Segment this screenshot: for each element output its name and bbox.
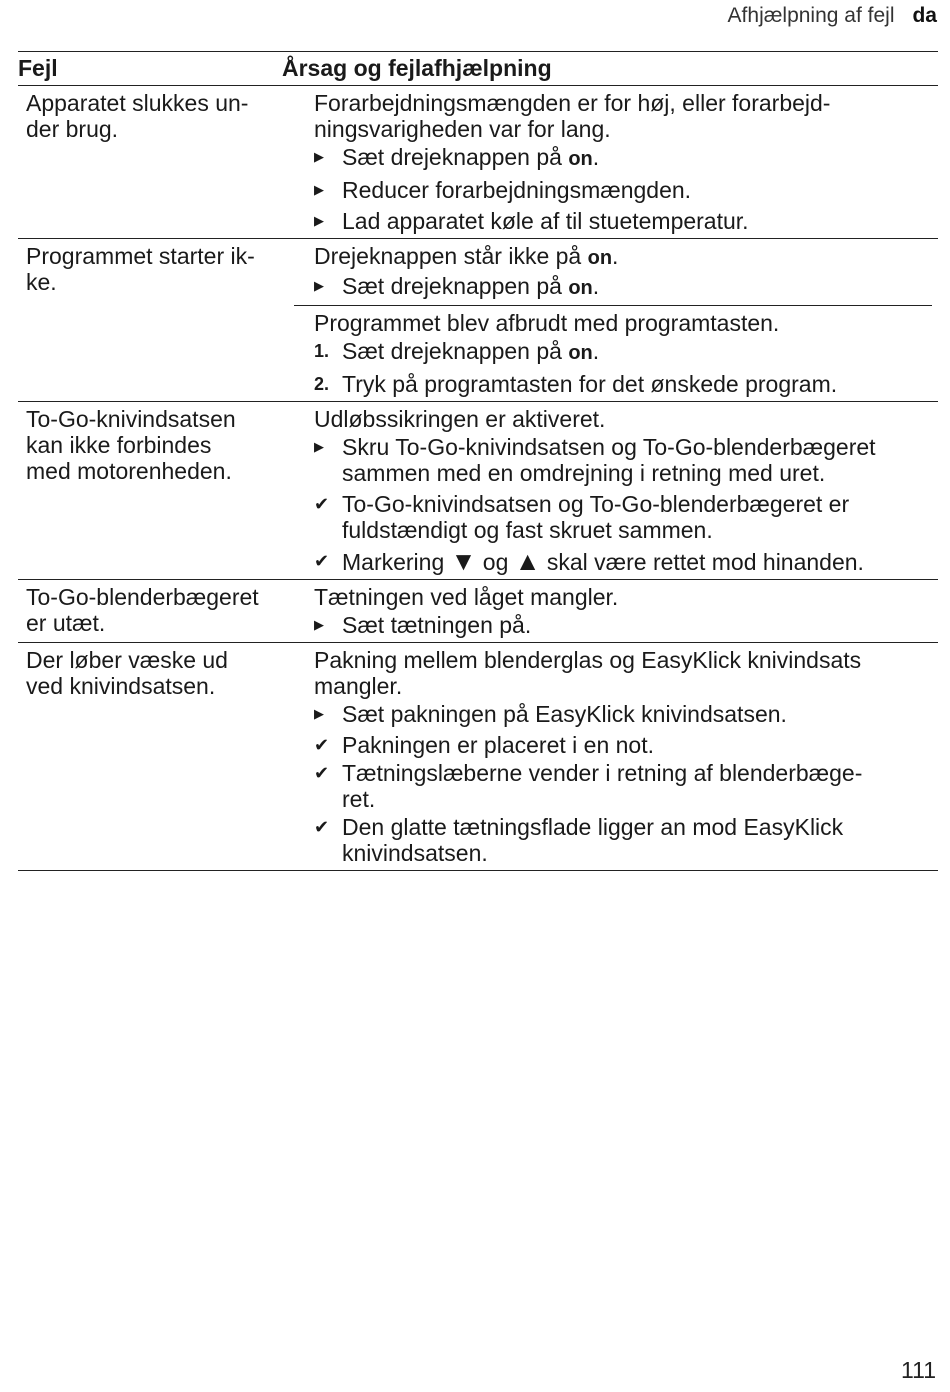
cause-block	[314, 643, 932, 870]
step-item	[314, 814, 932, 866]
step-text: Lad apparatet køle af til stuetemperatur.	[342, 208, 749, 234]
step-text: Sæt pakningen på EasyKlick knivindsatsen.	[342, 701, 787, 727]
step-text: Markering ▼ og ▲ skal være rettet mod hinanden.	[342, 546, 864, 576]
arrow-icon: ▶	[314, 213, 324, 228]
fault-cell	[18, 239, 294, 401]
check-icon: ✔	[314, 763, 330, 783]
step-text: Reducer forarbejdningsmængden.	[342, 177, 692, 203]
step-text: Tætningslæberne vender i retning af blenderbæge- ret.	[342, 760, 863, 812]
fault-line: med motorenheden.	[26, 458, 232, 484]
step-text: Tryk på programtasten for det ønskede program.	[342, 371, 838, 397]
fault-line: der brug.	[26, 116, 119, 142]
col-header-fault: Fejl	[18, 55, 58, 81]
step-item	[314, 208, 932, 234]
section-title: Afhjælpning af fejl	[727, 4, 895, 27]
arrow-icon: ▶	[314, 278, 324, 293]
cause-line: Tætningen ved låget mangler.	[314, 584, 619, 610]
step-text: Skru To-Go-knivindsatsen og To-Go-blenderbægeret sammen med en omdrejning i retning med uret.	[342, 434, 876, 486]
cause-block	[314, 86, 932, 238]
step-item	[314, 491, 932, 543]
step-item	[314, 701, 932, 727]
cause-cell	[294, 239, 938, 401]
step-item	[314, 548, 932, 575]
step-item	[314, 760, 932, 812]
arrow-icon: ▶	[314, 706, 324, 721]
fault-line: kan ikke forbindes	[26, 432, 212, 458]
cause-cell	[294, 580, 938, 642]
arrow-icon: ▶	[314, 617, 324, 632]
on-label: on	[568, 342, 593, 364]
cause-cell	[294, 402, 938, 579]
fault-line: To-Go-knivindsatsen	[26, 406, 236, 432]
cause-line: Drejeknappen står ikke på on.	[314, 243, 619, 269]
fault-line: Der løber væske ud	[26, 647, 228, 673]
fault-line: er utæt.	[26, 610, 106, 636]
triangle-down-icon: ▼	[450, 546, 477, 576]
step-text: Den glatte tætningsflade ligger an mod EasyKlick knivindsatsen.	[342, 814, 844, 866]
cause-cell	[294, 86, 938, 238]
fault-cell	[18, 580, 294, 642]
fault-line: To-Go-blenderbægeret	[26, 584, 259, 610]
table-row	[18, 579, 938, 642]
cause-line: mangler.	[314, 673, 403, 699]
fault-line: Apparatet slukkes un-	[26, 90, 249, 116]
step-item	[314, 144, 932, 172]
cause-block	[314, 580, 932, 642]
cause-block	[294, 305, 932, 401]
fault-cell	[18, 402, 294, 579]
check-icon: ✔	[314, 817, 330, 837]
arrow-icon: ▶	[314, 182, 324, 197]
page-number: 111	[901, 1357, 936, 1383]
step-text: Sæt tætningen på.	[342, 612, 532, 638]
check-icon: ✔	[314, 494, 330, 514]
step-item	[314, 338, 932, 366]
step-item	[314, 434, 932, 486]
step-number: 2.	[314, 374, 330, 394]
table-row	[18, 401, 938, 579]
step-item	[314, 273, 932, 301]
step-item	[314, 612, 932, 638]
cause-line: ningsvarigheden var for lang.	[314, 116, 611, 142]
step-number: 1.	[314, 341, 330, 361]
fault-line: Programmet starter ik-	[26, 243, 255, 269]
step-text: Sæt drejeknappen på on.	[342, 144, 600, 170]
step-text: Sæt drejeknappen på on.	[342, 338, 600, 364]
fault-cell	[18, 643, 294, 870]
cause-line: Programmet blev afbrudt med programtasten.	[314, 310, 780, 336]
check-icon: ✔	[314, 735, 330, 755]
cause-block	[314, 239, 932, 305]
cause-line: Forarbejdningsmængden er for høj, eller forarbejd-	[314, 90, 831, 116]
cause-line: Udløbssikringen er aktiveret.	[314, 406, 606, 432]
check-icon: ✔	[314, 551, 330, 571]
on-label: on	[568, 277, 593, 299]
col-header-cause: Årsag og fejlafhjælpning	[282, 55, 552, 81]
step-text: Sæt drejeknappen på on.	[342, 273, 600, 299]
table-row	[18, 642, 938, 870]
cause-block	[314, 402, 932, 579]
cause-cell	[294, 643, 938, 870]
cause-line: Pakning mellem blenderglas og EasyKlick knivindsats	[314, 647, 862, 673]
arrow-icon: ▶	[314, 439, 324, 454]
step-item	[314, 732, 932, 758]
step-item	[314, 371, 932, 397]
on-label: on	[587, 247, 613, 269]
arrow-icon: ▶	[314, 149, 324, 164]
table-row	[18, 238, 938, 401]
triangle-up-icon: ▲	[514, 546, 541, 576]
step-text: To-Go-knivindsatsen og To-Go-blenderbægeret er fuldstændigt og fast skruet sammen.	[342, 491, 850, 543]
fault-line: ke.	[26, 269, 57, 295]
table-row	[18, 86, 938, 238]
step-item	[314, 177, 932, 203]
troubleshooting-table	[18, 51, 938, 871]
fault-line: ved knivindsatsen.	[26, 673, 216, 699]
step-text: Pakningen er placeret i en not.	[342, 732, 654, 758]
language-code: da	[912, 4, 937, 27]
fault-cell	[18, 86, 294, 238]
on-label: on	[568, 148, 593, 170]
page-header	[728, 4, 937, 28]
table-header-row	[18, 52, 938, 86]
